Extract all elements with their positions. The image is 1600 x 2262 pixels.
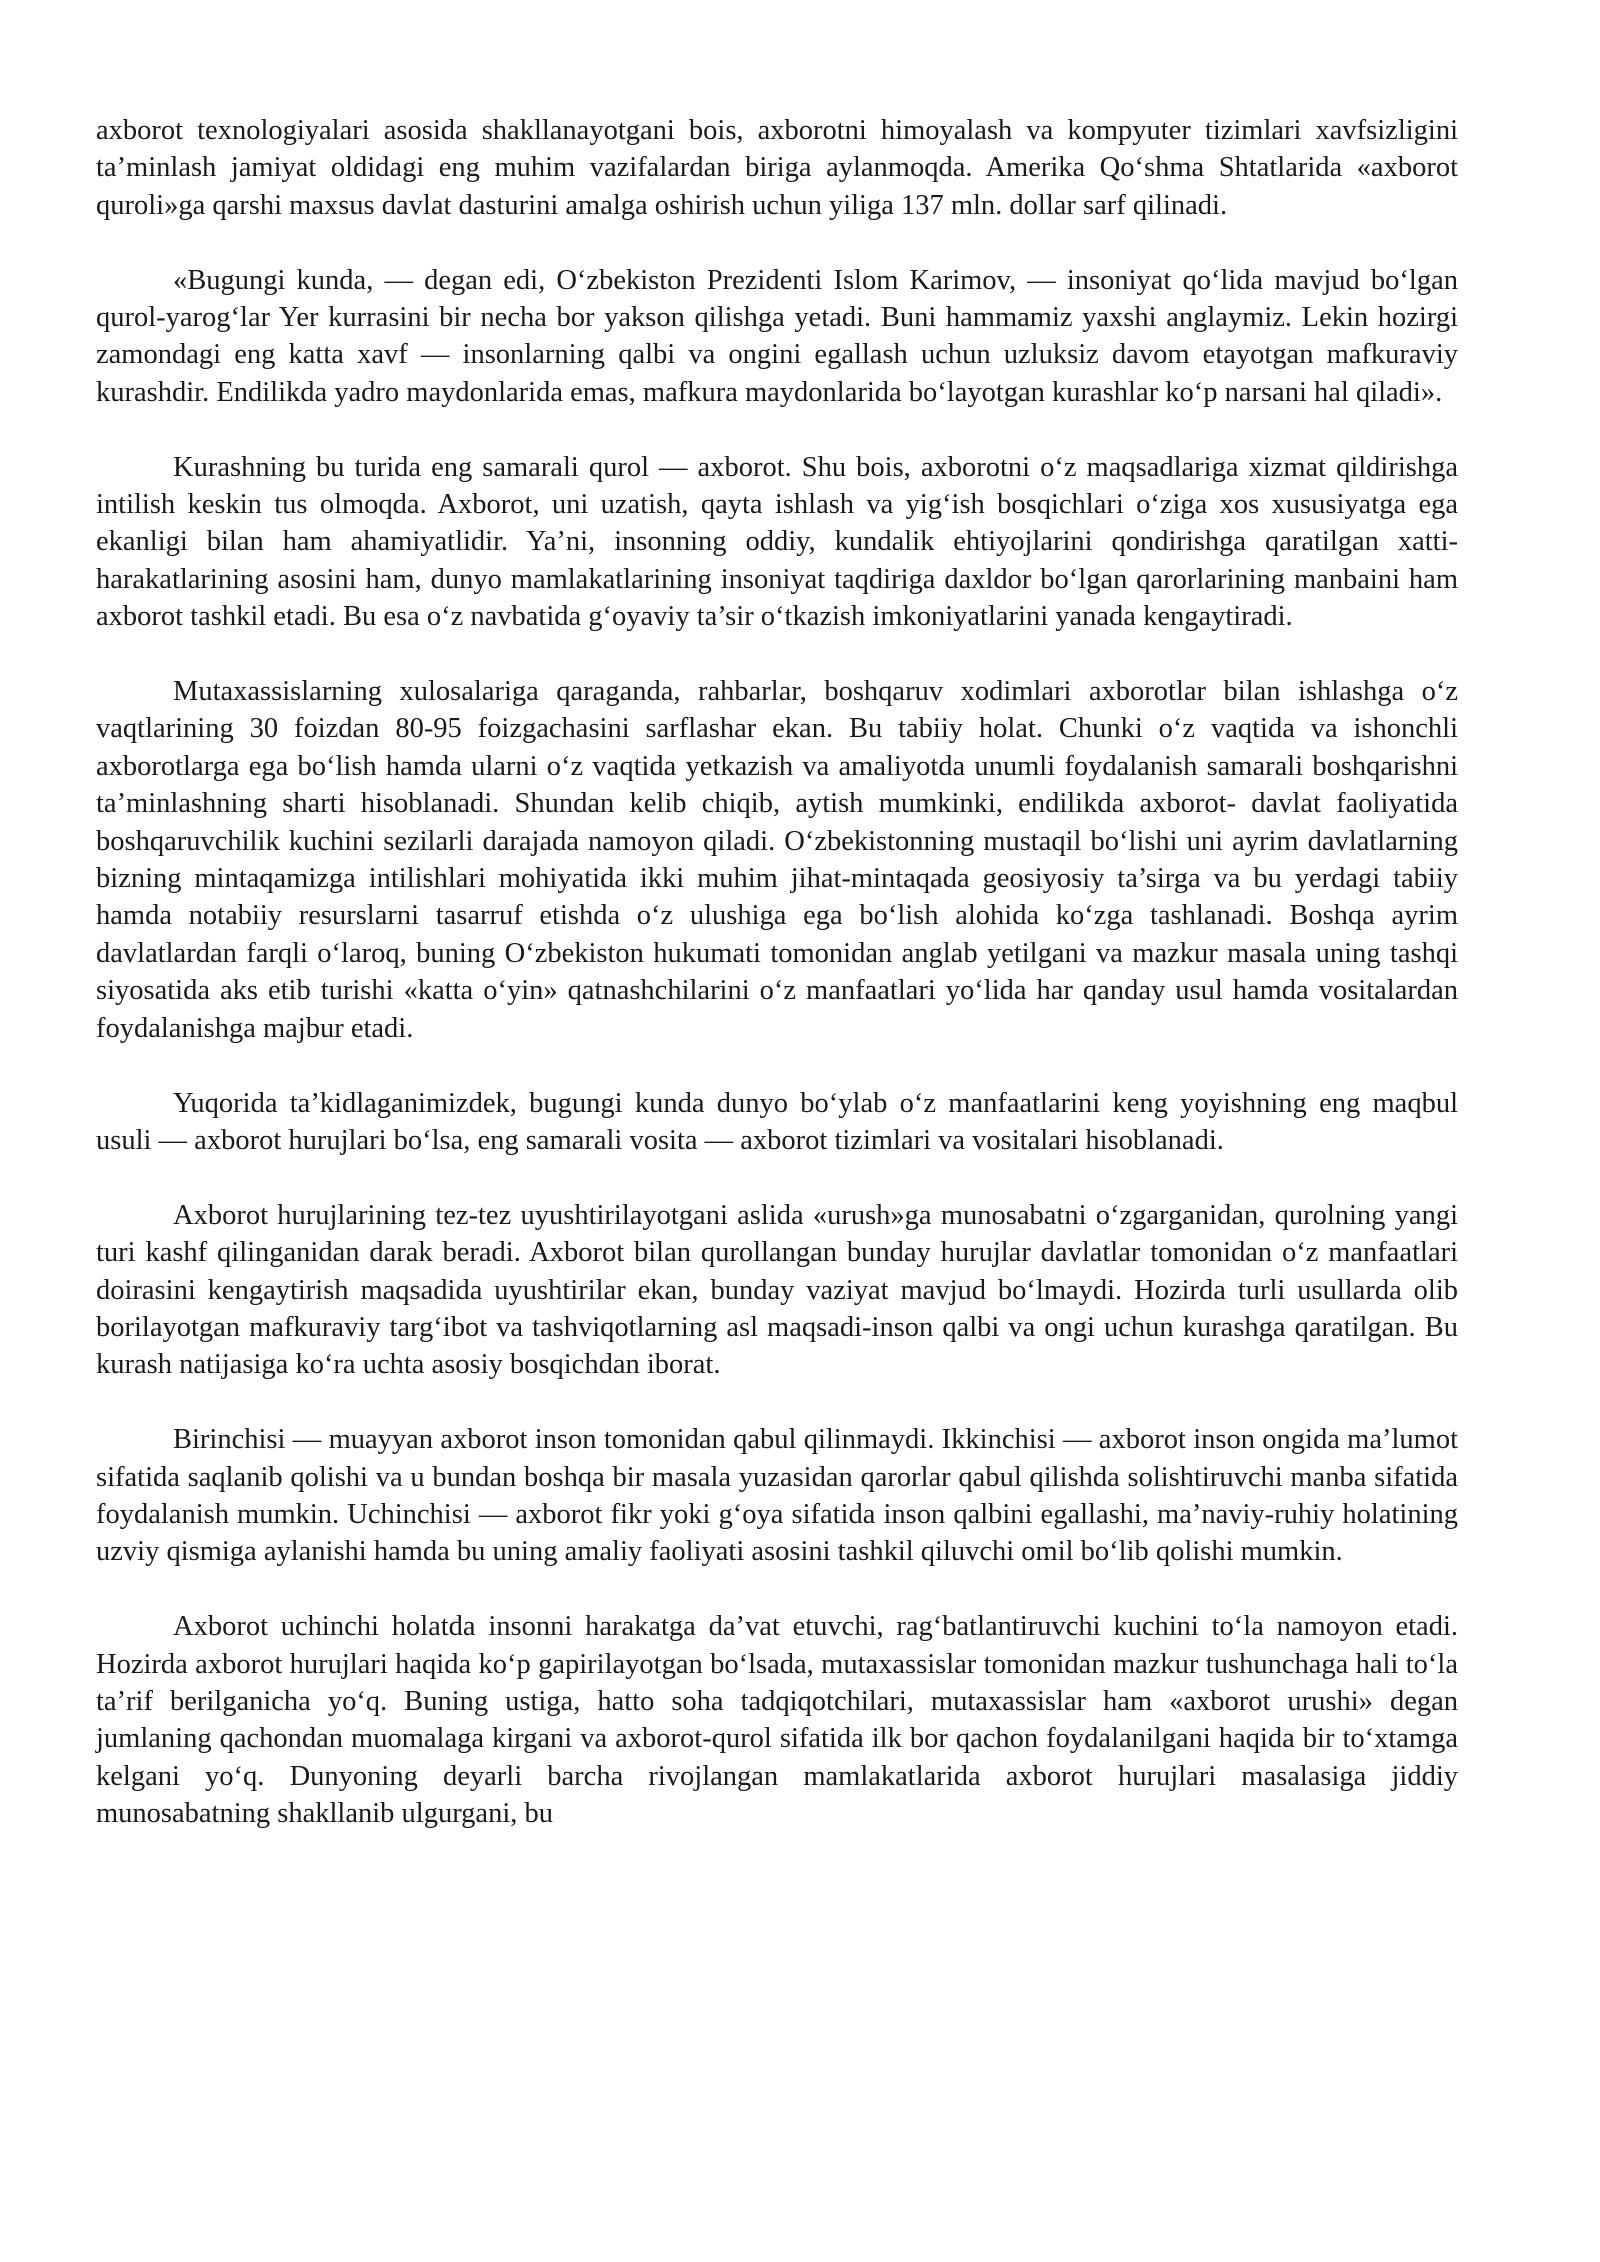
paragraph-3: Kurashning bu turida eng samarali qurol — axborot. Shu bois, axborotni o‘z maqsadlariga xizmat qildirishga intilish keskin tus olmoqda. Axborot, uni uzatish, qayta ishlash va yig‘ish bosqichlari o‘ziga xos xususiyatga ega ekanligi bilan ham ahamiyatlidir. Ya’ni, insonning oddiy, kundalik ehtiyojlarini qondirishga qaratilgan xatti-harakatlarining asosini ham, dunyo mamlakatlarining insoniyat taqdiriga daxldor bo‘lgan qarorlarining manbaini ham axborot tashkil etadi. Bu esa o‘z navbatida g‘oyaviy ta’sir o‘tkazish imkoniyatlarini yanada kengaytiradi.	[96, 451, 1458, 633]
document-page	[96, 112, 1458, 1833]
paragraph-2: «Bugungi kunda, — degan edi, O‘zbekiston Prezidenti Islom Karimov, — insoniyat qo‘lida mavjud bo‘lgan qurol-yarog‘lar Yer kurrasini bir necha bor yakson qilishga yetadi. Buni hammamiz yaxshi anglaymiz. Lekin hozirgi zamondagi eng katta xavf — insonlarning qalbi va ongini egallash uchun uzluksiz davom etayotgan mafkuraviy kurashdir. Endilikda yadro maydonlarida emas, mafkura maydonlarida bo‘layotgan kurashlar ko‘p narsani hal qiladi».	[96, 264, 1458, 408]
paragraph-1: axborot texnologiyalari asosida shakllanayotgani bois, axborotni himoyalash va kompyuter tizimlari xavfsizligini ta’minlash jamiyat oldidagi eng muhim vazifalardan biriga aylanmoqda. Amerika Qo‘shma Shtatlarida «axborot quroli»ga qarshi maxsus davlat dasturini amalga oshirish uchun yiliga 137 mln. dollar sarf qilinadi.	[96, 115, 1458, 221]
paragraph-8: Axborot uchinchi holatda insonni harakatga da’vat etuvchi, rag‘batlantiruvchi kuchini to‘la namoyon etadi. Hozirda axborot hurujlari haqida ko‘p gapirilayotgan bo‘lsada, mutaxassislar tomonidan mazkur tushunchaga hali to‘la ta’rif berilganicha yo‘q. Buning ustiga, hatto soha tadqiqotchilari, mutaxassislar ham «axborot urushi» degan jumlaning qachondan muomalaga kirgani va axborot-qurol sifatida ilk bor qachon foydalanilgani haqida bir to‘xtamga kelgani yo‘q. Dunyoning deyarli barcha rivojlangan mamlakatlarida axborot hurujlari masalasiga jiddiy munosabatning shakllanib ulgurgani, bu	[96, 1611, 1458, 1830]
paragraph-7: Birinchisi — muayyan axborot inson tomonidan qabul qilinmaydi. Ikkinchisi — axborot inson ongida ma’lumot sifatida saqlanib qolishi va u bundan boshqa bir masala yuzasidan qarorlar qabul qilishda solishtiruvchi manba sifatida foydalanish mumkin. Uchinchisi — axborot fikr yoki g‘oya sifatida inson qalbini egallashi, ma’naviy-ruhiy holatining uzviy qismiga aylanishi hamda bu uning amaliy faoliyati asosini tashkil qiluvchi omil bo‘lib qolishi mumkin.	[96, 1424, 1458, 1568]
paragraph-4: Mutaxassislarning xulosalariga qaraganda, rahbarlar, boshqaruv xodimlari axborotlar bilan ishlashga o‘z vaqtlarining 30 foizdan 80-95 foizgachasini sarflashar ekan. Bu tabiiy holat. Chunki o‘z vaqtida va ishonchli axborotlarga ega bo‘lish hamda ularni o‘z vaqtida yetkazish va amaliyotda unumli foydalanish samarali boshqarishni ta’minlashning sharti hisoblanadi. Shundan kelib chiqib, aytish mumkinki, endilikda axborot- davlat faoliyatida boshqaruvchilik kuchini sezilarli darajada namoyon qiladi. O‘zbekistonning mustaqil bo‘lishi uni ayrim davlatlarning bizning mintaqamizga intilishlari mohiyatida ikki muhim jihat-mintaqada geosiyosiy ta’sirga va bu yerdagi tabiiy hamda notabiiy resurslarni tasarruf etishda o‘z ulushiga ega bo‘lish alohida ko‘zga tashlanadi. Boshqa ayrim davlatlardan farqli o‘laroq, buning O‘zbekiston hukumati tomonidan anglab yetilgani va mazkur masala uning tashqi siyosatida aks etib turishi «katta o‘yin» qatnashchilarini o‘z manfaatlari yo‘lida har qanday usul hamda vositalardan foydalanishga majbur etadi.	[96, 676, 1458, 1044]
paragraph-5: Yuqorida ta’kidlaganimizdek, bugungi kunda dunyo bo‘ylab o‘z manfaatlarini keng yoyishning eng maqbul usuli — axborot hurujlari bo‘lsa, eng samarali vosita — axborot tizimlari va vositalari hisoblanadi.	[96, 1087, 1458, 1156]
paragraph-6: Axborot hurujlarining tez-tez uyushtirilayotgani aslida «urush»ga munosabatni o‘zgarganidan, qurolning yangi turi kashf qilinganidan darak beradi. Axborot bilan qurollangan bunday hurujlar davlatlar tomonidan o‘z manfaatlari doirasini kengaytirish maqsadida uyushtirilar ekan, bunday vaziyat mavjud bo‘lmaydi. Hozirda turli usullarda olib borilayotgan mafkuraviy targ‘ibot va tashviqotlarning asl maqsadi-inson qalbi va ongi uchun kurashga qaratilgan. Bu kurash natijasiga ko‘ra uchta asosiy bosqichdan iborat.	[96, 1199, 1458, 1381]
